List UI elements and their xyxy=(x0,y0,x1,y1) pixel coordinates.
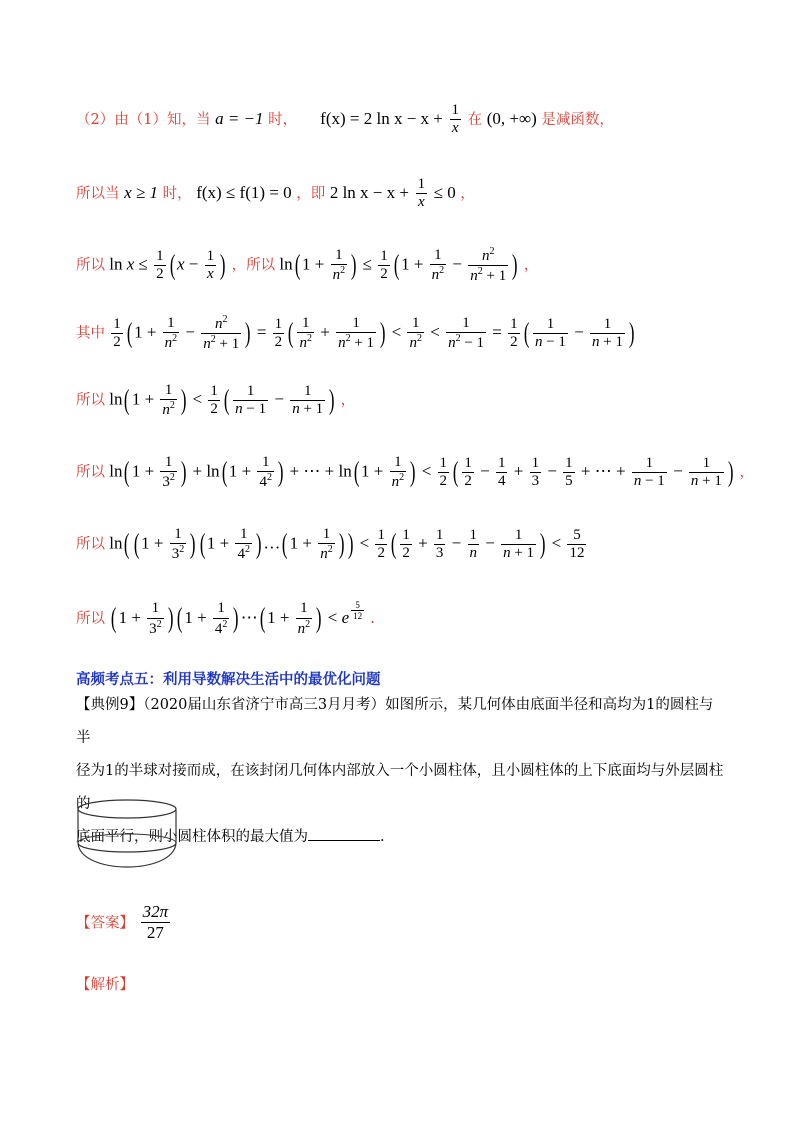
answer-value xyxy=(141,902,171,942)
line4-prefix: 其中 xyxy=(76,325,105,342)
line2 xyxy=(76,176,475,212)
line8-end: . xyxy=(370,608,375,628)
step2-line xyxy=(76,102,614,138)
frac-1-over-x-2: $\frac{1}{x}$ xyxy=(417,176,426,211)
cylinder-hemisphere-figure xyxy=(72,797,182,887)
line8: 所以 ( 1 + $\frac{1}{3^2}$ ) ( 1 + $\frac{1}{4^2}$ ) ⋯( 1 + $\frac{1}{n^2}$ ) < e $^{\frac{5}{12}}$ . xyxy=(76,600,375,637)
answer-numerator: 32π xyxy=(142,902,169,921)
line3-prefix: 所以 xyxy=(76,257,105,274)
line7-prefix: 所以 xyxy=(76,536,105,553)
line4: 其中 $\frac{1}{2}$ ( 1 + $\frac{1}{n^2}$ − $\frac{n^2}{n^2 + 1}$ ) = $\frac{1}{2}$ ( $\frac{1}{n^2}$ + $\frac{1}{n^2 + 1}$ ) < $\frac{1}{n^2}$ < $\frac{1}{n^2 - 1}$ = $\frac{1}{2}$ ( $\frac{1}{n - 1}$ − $\frac{1}{n + 1}$ ) xyxy=(76,314,635,353)
line3-end: ， xyxy=(523,257,539,274)
step2-prefix: （2）由（1）知，当 xyxy=(76,111,211,128)
line6: 所以 ln( 1 + $\frac{1}{3^2}$ ) + ln( 1 + $\frac{1}{4^2}$ ) + ⋯ + ln( 1 + $\frac{1}{n^2}$ ) < $\frac{1}{2}$ ( $\frac{1}{2}$ − $\frac{1}{4}$ + $\frac{1}{3}$ − $\frac{1}{5}$ + ⋯ + $\frac{1}{n - 1}$ − $\frac{1}{n + 1}$ ) ， xyxy=(76,454,754,491)
line2-end: ， xyxy=(460,185,475,202)
step2-func: f(x) = 2 ln x − x + xyxy=(320,108,443,128)
example-source: （2020届山东省济宁市高三3月月考） xyxy=(143,697,386,713)
step2-interval: (0, +∞) xyxy=(486,108,537,128)
line2-tail: ≤ 0 xyxy=(433,182,456,202)
line5-end: ， xyxy=(340,392,356,409)
answer-line xyxy=(76,902,172,942)
example-text2: 径为1的半球对接而成，在该封闭几何体内部放入一个小圆柱体，且小圆柱体的上下底面均与外层圆柱的 xyxy=(76,763,724,812)
line6-prefix: 所以 xyxy=(76,464,105,481)
example-text3: 底面平行，则小圆柱体积的最大值为 xyxy=(76,829,308,845)
answer-blank xyxy=(308,826,380,841)
line6-end: ， xyxy=(739,464,754,481)
step2-cond: a = −1 xyxy=(215,108,264,128)
line5-prefix: 所以 xyxy=(76,392,105,409)
line3-sep: ，所以 xyxy=(231,257,276,274)
line2-ineq2: 2 ln x − x + xyxy=(329,182,409,202)
analysis-label: 【解析】 xyxy=(76,977,134,993)
line8-prefix: 所以 xyxy=(76,611,105,628)
line5: 所以 ln( 1 + $\frac{1}{n^2}$ ) < $\frac{1}{2}$ ( $\frac{1}{n - 1}$ − $\frac{1}{n + 1}$ ) ， xyxy=(76,382,356,419)
line2-prefix: 所以当 xyxy=(76,185,120,202)
line2-cond: x ≥ 1 xyxy=(124,182,158,202)
line3: 所以 ln x ≤ $\frac{1}{2}$ ( x − $\frac{1}{x}$ ) ，所以 ln( 1 + $\frac{1}{n^2}$ ) ≤ $\frac{1}{2}$ ( 1 + $\frac{1}{n^2}$ − $\frac{n^2}{n^2 + 1}$ ) ， xyxy=(76,246,539,285)
example-end: . xyxy=(380,829,385,845)
example-text1: 如图所示，某几何体由底面半径和高均为1的圆柱与半 xyxy=(76,697,714,746)
frac-1-over-x: $\frac{1}{x}$ xyxy=(451,102,459,137)
line2-sep: ，即 xyxy=(296,185,326,202)
step2-in: 在 xyxy=(467,111,483,128)
step2-mid: 时， xyxy=(268,111,298,128)
line7: 所以 ln( ( 1 + $\frac{1}{3^2}$ ) ( 1 + $\frac{1}{4^2}$ ) …( 1 + $\frac{1}{n^2}$ ) ) < $\frac{1}{2}$ ( $\frac{1}{2}$ + $\frac{1}{3}$ − $\frac{1}{n}$ − $\frac{1}{n + 1}$ ) < $\frac{5}{12}$ xyxy=(76,526,585,563)
section-title: 高频考点五：利用导数解决生活中的最优化问题 xyxy=(76,671,381,688)
line2-ineq: f(x) ≤ f(1) = 0 xyxy=(196,182,292,202)
answer-denominator: 27 xyxy=(141,922,171,943)
line2-mid: 时， xyxy=(162,185,192,202)
answer-label: 【答案】 xyxy=(76,915,134,932)
step2-suffix: 是减函数， xyxy=(541,111,614,128)
example-tag: 【典例9】 xyxy=(76,697,144,713)
